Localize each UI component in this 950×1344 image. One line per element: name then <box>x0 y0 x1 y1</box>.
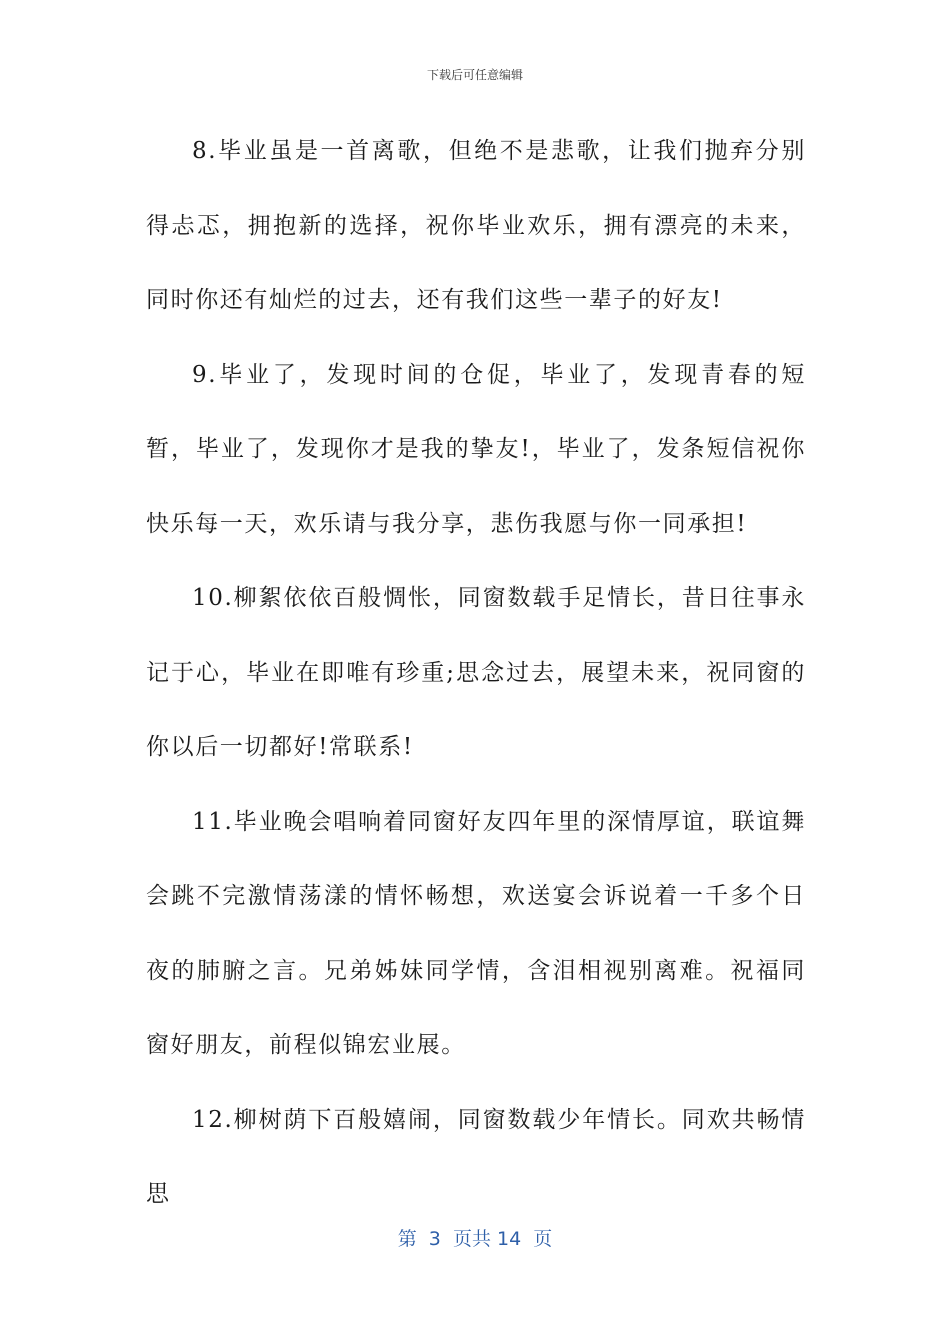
paragraph-10: 10.柳絮依依百般惆怅，同窗数载手足情长，昔日往事永记于心，毕业在即唯有珍重;思念过去，展望未来，祝同窗的你以后一切都好!常联系! <box>146 585 806 760</box>
document-body <box>146 114 806 1232</box>
paragraph-11: 11.毕业晚会唱响着同窗好友四年里的深情厚谊，联谊舞会跳不完激情荡漾的情怀畅想，欢送宴会诉说着一千多个日夜的肺腑之言。兄弟姊妹同学情，含泪相视别离难。祝福同窗好朋友，前程似锦宏业展。 <box>146 808 806 1058</box>
paragraph-9: 9.毕业了，发现时间的仓促，毕业了，发现青春的短暂，毕业了，发现你才是我的挚友!，毕业了，发条短信祝你快乐每一天，欢乐请与我分享，悲伤我愿与你一同承担! <box>146 361 806 537</box>
page-number-footer: 第 3 页共 14 页 <box>397 1228 553 1250</box>
paragraph-8: 8.毕业虽是一首离歌，但绝不是悲歌，让我们抛弃分别得忐忑，拥抱新的选择，祝你毕业欢乐，拥有漂亮的未来，同时你还有灿烂的过去，还有我们这些一辈子的好友! <box>146 138 806 313</box>
paragraph-12: 12.柳树荫下百般嬉闹，同窗数载少年情长。同欢共畅情思 <box>146 1106 806 1207</box>
page-header: 下载后可任意编辑 <box>426 68 523 82</box>
